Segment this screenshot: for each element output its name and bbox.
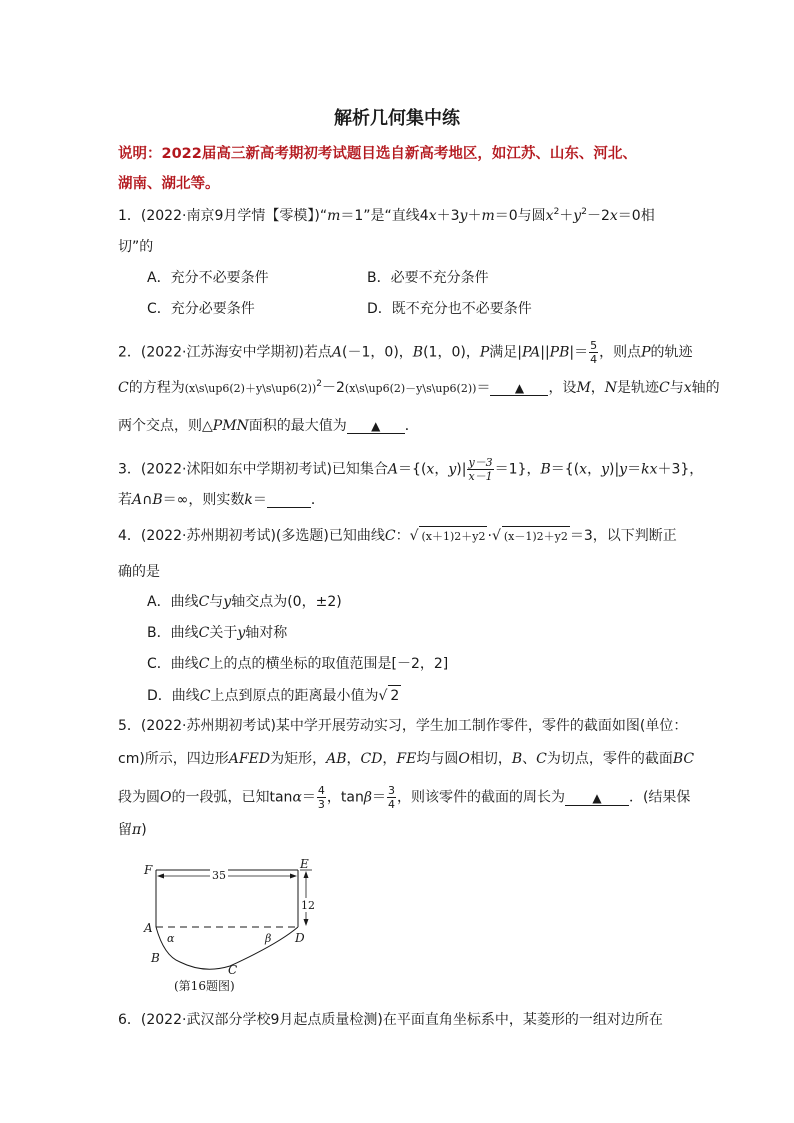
q3-text: ，	[587, 461, 602, 478]
fig-dim-12-arrow-top	[304, 871, 309, 878]
fig-label-e: E	[300, 857, 309, 871]
q3-var: A	[387, 461, 399, 478]
q5-text: 的一段弧，已知tan	[171, 789, 293, 806]
q1-text: ＋3	[436, 208, 460, 224]
q2-var: P	[479, 344, 490, 361]
q2-text: 的方程为	[128, 380, 185, 396]
q2-var: C	[118, 380, 129, 396]
q4-b-var: y	[237, 625, 246, 641]
q3-line-1	[118, 456, 703, 483]
q1-option-d	[367, 299, 532, 319]
q4-a-var: y	[223, 594, 232, 610]
q2-text: ||	[540, 344, 550, 361]
q5-var: AFED	[228, 751, 271, 767]
q2-var: PMN	[212, 418, 249, 434]
q5-line-3	[118, 784, 690, 811]
q2-formula-garble: (x\s\up6(2)＋y\s\up6(2))	[184, 382, 317, 395]
q5-text: )	[141, 822, 147, 838]
q5-fraction-1	[317, 784, 326, 811]
q5-text: ＝	[371, 789, 386, 806]
q5-text: 段为圆	[118, 789, 160, 806]
intro-text-1: 说明：2022届高三新高考期初考试题目选自新高考地区，如江苏、山东、河北、	[118, 146, 637, 162]
q4-c-text: C．曲线	[147, 656, 199, 672]
q5-text: cm)所示，四边形	[118, 751, 229, 767]
q2-text: 与	[669, 380, 684, 396]
intro-line-2	[118, 174, 220, 194]
fig-label-alpha: α	[167, 932, 175, 945]
q5-figure	[138, 852, 328, 997]
q3-text: ＝∞，则实数	[162, 492, 245, 508]
q3-var: y	[448, 461, 457, 478]
fig-dim-35-arrow-right	[290, 874, 297, 879]
fig-label-b: B	[151, 951, 160, 965]
q3-text: ＝1}，	[494, 461, 541, 478]
q5-text: ，	[346, 751, 361, 767]
q1-var: y	[573, 208, 582, 224]
q3-var: x	[579, 461, 588, 478]
q2-var: C	[659, 380, 670, 396]
q2-line-1	[118, 339, 693, 366]
q2-var: P	[641, 344, 651, 361]
q4-text: 已知曲线	[328, 528, 385, 544]
q4-a-text: A．曲线	[147, 594, 199, 610]
q5-text: 为切点，零件的截面	[546, 751, 673, 767]
q5-var: CD	[360, 751, 383, 767]
fig-dim-12-arrow-bottom	[304, 919, 309, 926]
q3-text: ＝	[252, 492, 267, 508]
q4-d-text: D．曲线	[147, 688, 200, 704]
intro-line-1	[118, 144, 637, 164]
q1-option-b	[367, 268, 489, 288]
q4-b-text: 关于	[209, 625, 238, 641]
q2-sup: 2	[316, 379, 322, 389]
q1-option-d-text: D．既不充分也不必要条件	[367, 301, 532, 317]
q4-line-2	[118, 562, 160, 582]
q5-text: 某中学开展劳动实习，学生加工制作零件，零件的截面如图(单位：	[275, 718, 688, 734]
q4-option-a	[147, 592, 342, 612]
q1-option-a	[147, 268, 269, 288]
fig-label-d: D	[295, 931, 305, 945]
fig-label-beta: β	[265, 932, 272, 945]
q4-a-var: C	[198, 594, 210, 610]
q6-number: 6．(2022·武汉部分学校9月起点质量检测)	[118, 1012, 383, 1028]
q5-text: 相切，	[469, 751, 512, 767]
q5-text: 、	[522, 751, 537, 767]
fig-label-c: C	[228, 963, 238, 977]
q4-d-var: C	[199, 688, 211, 704]
q3-var: y	[601, 461, 609, 478]
q2-text: 若点	[303, 344, 332, 361]
q1-sup: 2	[581, 207, 587, 217]
q4-b-text: 轴对称	[245, 625, 288, 641]
q5-answer-blank[interactable]: ▲	[565, 791, 629, 806]
q5-text: ＝	[301, 789, 316, 806]
q4-a-text: 与	[209, 594, 224, 610]
q5-fraction-2	[387, 784, 396, 811]
q2-text: ＝	[476, 380, 491, 396]
q5-var: AB	[326, 751, 347, 767]
q3-text: ＝{(	[550, 461, 580, 478]
q2-line-3	[118, 416, 419, 436]
q4-c-text: 上的点的横坐标的取值范围是[－2，2]	[209, 656, 449, 672]
q2-line-2	[118, 378, 720, 399]
q1-number: 1．(2022·南京9月学情【零模】)	[118, 208, 320, 224]
q3-answer-blank[interactable]	[267, 493, 311, 508]
q2-var: PA	[521, 344, 541, 361]
q1-line-2	[118, 237, 153, 257]
q3-text: ＝	[627, 461, 642, 478]
intro-text-2: 湖南、湖北等。	[118, 176, 220, 192]
radical-sign-icon: √	[409, 528, 419, 544]
q1-var: y	[459, 208, 468, 224]
q5-var: FE	[396, 751, 417, 767]
q4-d-text: 上点到原点的距离最小值为	[210, 688, 379, 704]
q1-text: “	[319, 208, 328, 224]
q4-root-2: (x－1)2＋y2	[502, 526, 570, 547]
q4-option-d	[147, 685, 401, 706]
q3-text: ，	[434, 461, 449, 478]
q5-line-4	[118, 820, 147, 840]
q5-text: ，	[382, 751, 397, 767]
q3-var: y	[619, 461, 628, 478]
q4-b-var: C	[198, 625, 210, 641]
q2-text: 的轨迹	[650, 344, 693, 361]
q2-frac-num: 5	[590, 339, 598, 352]
q6-text: 在平面直角坐标系中，某菱形的一组对边所在	[382, 1012, 663, 1028]
q3-text: ∩	[142, 492, 153, 508]
q2-text: (－1，0)，	[342, 344, 413, 361]
q1-text: ＋	[467, 208, 482, 224]
q5-line-1	[118, 716, 687, 736]
q5-var: π	[132, 822, 142, 838]
q3-var: B	[540, 461, 551, 478]
q3-text: )|	[456, 461, 467, 478]
q2-text: ，	[590, 380, 605, 396]
q1-text: ＋	[559, 208, 574, 224]
q1-var: m	[481, 208, 495, 224]
q2-text: |＝	[569, 344, 589, 361]
q2-text: 面积的最大值为	[248, 418, 347, 434]
q1-var: x	[545, 208, 554, 224]
q1-text: ＝1”是“直线4	[340, 208, 429, 224]
q5-var: C	[536, 751, 547, 767]
q5-frac1-num: 4	[317, 784, 325, 797]
q5-line-2	[118, 749, 694, 769]
q5-text: 为矩形，	[270, 751, 327, 767]
q2-var: PB	[549, 344, 570, 361]
q3-line-2	[118, 490, 325, 510]
q3-text: ＋3}，	[657, 461, 704, 478]
q3-text: 已知集合	[331, 461, 388, 478]
q1-var: m	[327, 208, 341, 224]
q1-text: 切”的	[118, 239, 154, 255]
q3-fraction	[467, 456, 493, 483]
q4-option-c	[147, 654, 448, 674]
q2-number: 2．(2022·江苏海安中学期初)	[118, 344, 304, 361]
fig-label-12: 12	[301, 899, 315, 912]
q1-option-c-text: C．充分必要条件	[147, 301, 255, 317]
q5-text: 留	[118, 822, 132, 838]
q1-text: －2	[586, 208, 610, 224]
q3-text: )|	[608, 461, 620, 478]
q5-text: ，tan	[326, 789, 364, 806]
fig-caption: (第16题图)	[174, 979, 235, 993]
q2-text: 满足|	[489, 344, 522, 361]
radical-sign-icon: √	[378, 688, 388, 704]
q4-text: ＝3，以下判断正	[569, 528, 677, 544]
q1-text: ＝0相	[617, 208, 655, 224]
q5-frac2-den: 4	[387, 798, 395, 811]
page-title: 解析几何集中练	[334, 108, 460, 129]
q3-text: 若	[118, 492, 132, 508]
q3-var: B	[152, 492, 163, 508]
q2-text: ，则点	[599, 344, 642, 361]
q2-answer-blank-1[interactable]: ▲	[490, 381, 548, 396]
q5-frac2-num: 3	[387, 784, 395, 797]
q3-frac-num: y－3	[468, 456, 493, 469]
fig-bottom-curve	[156, 927, 298, 969]
q1-var: x	[609, 208, 618, 224]
q5-var: O	[458, 751, 470, 767]
q4-number: 4．(2022·苏州期初考试)(多选题)	[118, 528, 329, 544]
q4-option-b	[147, 623, 287, 643]
q1-option-b-text: B．必要不充分条件	[367, 270, 489, 286]
q4-line-1	[118, 526, 677, 547]
q3-var: A	[132, 492, 143, 508]
q1-option-a-text: A．充分不必要条件	[147, 270, 269, 286]
q5-text: ，则该零件的截面的周长为	[396, 789, 565, 806]
q3-number: 3．(2022·沭阳如东中学期初考试)	[118, 461, 332, 478]
q3-var: kx	[641, 461, 658, 478]
q1-sup: 2	[553, 207, 560, 217]
q3-text: ．	[310, 492, 325, 508]
q2-var: B	[412, 344, 424, 361]
q1-option-c	[147, 299, 255, 319]
q2-formula-garble: (x\s\up6(2)－y\s\up6(2))	[344, 382, 477, 395]
fig-label-f: F	[144, 863, 153, 877]
q4-d-root: 2	[388, 685, 401, 706]
q5-var: B	[511, 751, 523, 767]
q1-line-1	[118, 206, 655, 226]
radical-sign-icon: √	[491, 528, 501, 544]
fig-label-a: A	[144, 921, 153, 935]
q3-text: ＝{(	[398, 461, 427, 478]
q2-var: A	[331, 344, 343, 361]
fig-dim-35-arrow-left	[157, 874, 164, 879]
q5-var: α	[292, 789, 302, 806]
q2-var: M	[576, 380, 591, 396]
q2-text: ，设	[548, 380, 577, 396]
q5-text: 均与圆	[416, 751, 459, 767]
q6-line-1	[118, 1010, 663, 1030]
q2-text: 是轨迹	[617, 380, 660, 396]
q5-text: ．(结果保	[628, 789, 691, 806]
q2-text: 轴的	[691, 380, 720, 396]
q4-a-text: 轴交点为(0，±2)	[231, 594, 342, 610]
q4-dot: ·	[487, 528, 492, 544]
q5-var: BC	[672, 751, 695, 767]
q4-text: ：	[395, 528, 410, 544]
q1-var: x	[428, 208, 437, 224]
q3-frac-den: x－1	[468, 470, 493, 483]
fig-label-35: 35	[212, 869, 226, 882]
q2-answer-blank-2[interactable]: ▲	[347, 419, 405, 434]
q5-var: β	[363, 789, 372, 806]
q2-var: N	[604, 380, 618, 396]
q2-text: －2	[321, 380, 345, 396]
q5-var: O	[160, 789, 172, 806]
q2-frac-den: 4	[590, 353, 598, 366]
q2-var: x	[683, 380, 692, 396]
q2-fraction	[589, 339, 598, 366]
q5-frac1-den: 3	[317, 798, 325, 811]
q2-text: 两个交点，则△	[118, 418, 213, 434]
q5-number: 5．(2022·苏州期初考试)	[118, 718, 276, 734]
q4-b-text: B．曲线	[147, 625, 199, 641]
q3-var: x	[426, 461, 435, 478]
q2-text: ．	[404, 418, 419, 434]
q4-text: 确的是	[118, 564, 160, 580]
q4-root-1: (x＋1)2＋y2	[419, 526, 487, 547]
q1-text: ＝0与圆	[494, 208, 546, 224]
q4-c-var: C	[198, 656, 210, 672]
q2-text: (1，0)，	[423, 344, 480, 361]
q3-var: k	[244, 492, 253, 508]
q4-var: C	[384, 528, 396, 544]
